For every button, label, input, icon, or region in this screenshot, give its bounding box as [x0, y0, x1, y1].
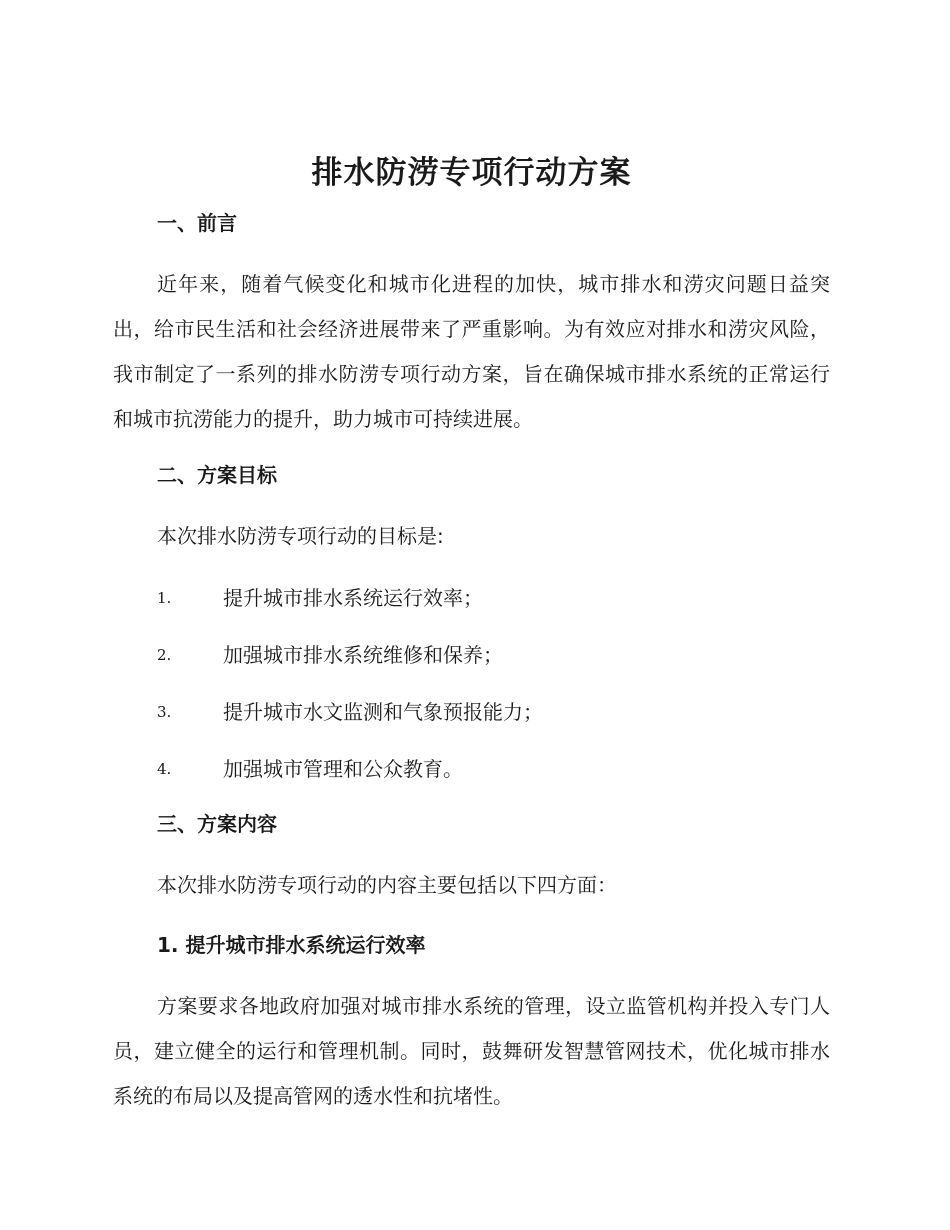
list-item	[157, 640, 830, 670]
section-heading-preface: 一、前言	[157, 211, 237, 235]
preface-paragraph: 近年来，随着气候变化和城市化进程的加快，城市排水和涝灾问题日益突出，给市民生活和社会经济进展带来了严重影响。为有效应对排水和涝灾风险，我市制定了一系列的排水防涝专项行动方案，旨在确保城市排水系统的正常运行和城市抗涝能力的提升，助力城市可持续进展。	[113, 272, 830, 431]
document-title: 排水防涝专项行动方案	[311, 155, 632, 191]
goals-intro: 本次排水防涝专项行动的目标是:	[157, 524, 444, 548]
list-item	[157, 697, 830, 727]
subsection-1-paragraph: 方案要求各地政府加强对城市排水系统的管理，设立监管机构并投入专门人员，建立健全的运行和管理机制。同时，鼓舞研发智慧管网技术，优化城市排水系统的布局以及提高管网的透水性和抗堵性。	[113, 994, 830, 1108]
list-item-number: 2.	[157, 646, 172, 664]
list-item-text: 加强城市排水系统维修和保养；	[223, 643, 503, 667]
subsection-heading-1: 1. 提升城市排水系统运行效率	[157, 933, 426, 957]
list-item-number: 1.	[157, 589, 172, 607]
list-item-text: 提升城市排水系统运行效率；	[223, 586, 483, 610]
list-item	[157, 583, 830, 613]
list-item-number: 3.	[157, 703, 172, 721]
list-item-text: 加强城市管理和公众教育。	[223, 757, 463, 781]
list-item	[157, 754, 830, 784]
content-intro: 本次排水防涝专项行动的内容主要包括以下四方面：	[157, 873, 617, 897]
section-heading-goals: 二、方案目标	[157, 463, 277, 487]
list-item-text: 提升城市水文监测和气象预报能力；	[223, 700, 543, 724]
section-heading-content: 三、方案内容	[157, 812, 277, 836]
list-item-number: 4.	[157, 760, 172, 778]
